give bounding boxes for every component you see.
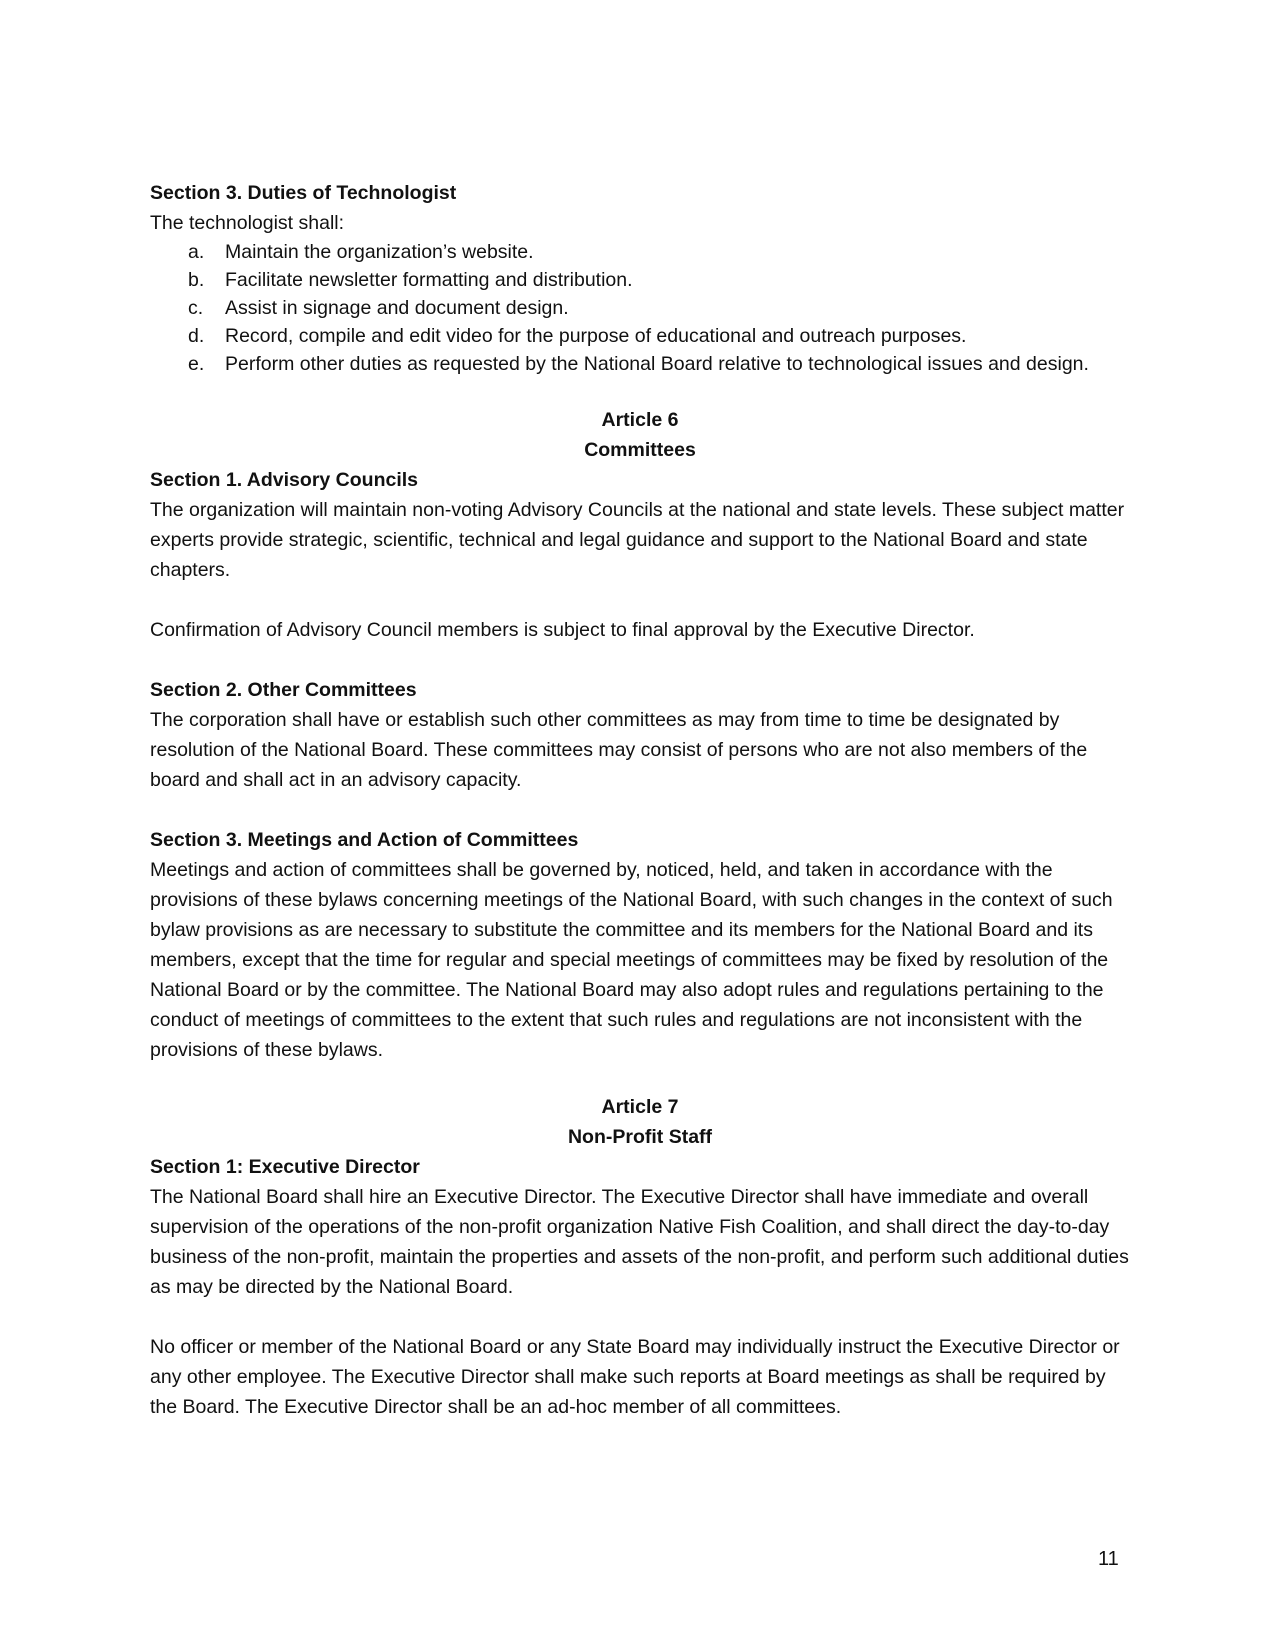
list-marker: a. bbox=[188, 241, 205, 263]
paragraph: The organization will maintain non-voting Advisory Councils at the national and state levels. These subject matter experts provide strategic, scientific, technical and legal guidance and support to the National Board and state chapters. bbox=[150, 499, 1125, 581]
section-heading: Section 1. Advisory Councils bbox=[150, 469, 419, 491]
paragraph: No officer or member of the National Board or any State Board may individually instruct the Executive Director or any other employee. The Executive Director shall make such reports at Board meetings as shall be required by the Board. The Executive Director shall be an ad-hoc member of all committees. bbox=[150, 1336, 1120, 1418]
technologist-duties-list bbox=[150, 238, 1130, 378]
article-number: Article 7 bbox=[601, 1096, 679, 1118]
paragraph-spacer bbox=[150, 1302, 1130, 1332]
paragraph: Meetings and action of committees shall be governed by, noticed, held, and taken in accordance with the provisions of these bylaws concerning meetings of the National Board, with such changes in the context of such bylaw provisions as are necessary to substitute the committee and its members for the National Board and its members, except that the time for regular and special meetings of committees may be fixed by resolution of the National Board or by the committee. The National Board may also adopt rules and regulations pertaining to the conduct of meetings of committees to the extent that such rules and regulations are not inconsistent with the provisions of these bylaws. bbox=[150, 859, 1113, 1061]
article-title: Non-Profit Staff bbox=[567, 1126, 713, 1148]
list-item-text: Facilitate newsletter formatting and distribution. bbox=[225, 269, 633, 291]
list-item bbox=[150, 294, 1130, 322]
section-heading: Section 2. Other Committees bbox=[150, 679, 417, 701]
page-number: 11 bbox=[1098, 1548, 1119, 1570]
list-marker: e. bbox=[188, 353, 205, 375]
list-item-text: Assist in signage and document design. bbox=[225, 297, 569, 319]
list-item-text: Maintain the organization’s website. bbox=[225, 241, 534, 263]
list-item-text: Perform other duties as requested by the National Board relative to technological issues and design. bbox=[225, 353, 1089, 375]
list-item bbox=[150, 350, 1130, 378]
paragraph: Confirmation of Advisory Council members is subject to final approval by the Executive Director. bbox=[150, 619, 975, 641]
list-item-text: Record, compile and edit video for the purpose of educational and outreach purposes. bbox=[225, 325, 967, 347]
list-marker: c. bbox=[188, 297, 204, 319]
section-heading: Section 3. Meetings and Action of Committees bbox=[150, 829, 579, 851]
paragraph-spacer bbox=[150, 585, 1130, 615]
paragraph-spacer bbox=[150, 795, 1130, 825]
article-title: Committees bbox=[584, 439, 696, 461]
section-heading: Section 1: Executive Director bbox=[150, 1156, 420, 1178]
paragraph: The corporation shall have or establish such other committees as may from time to time be designated by resolution of the National Board. These committees may consist of persons who are not also members of the board and shall act in an advisory capacity. bbox=[150, 709, 1088, 791]
section-heading: Section 3. Duties of Technologist bbox=[150, 182, 457, 204]
paragraph: The National Board shall hire an Executive Director. The Executive Director shall have immediate and overall supervision of the operations of the non-profit organization Native Fish Coalition, and shall direct the day-to-day business of the non-profit, maintain the properties and assets of the non-profit, and perform such additional duties as may be directed by the National Board. bbox=[150, 1186, 1129, 1298]
section-intro: The technologist shall: bbox=[150, 212, 345, 234]
list-item bbox=[150, 266, 1130, 294]
article-number: Article 6 bbox=[601, 409, 679, 431]
list-marker: b. bbox=[188, 269, 205, 291]
list-item bbox=[150, 322, 1130, 350]
list-marker: d. bbox=[188, 325, 205, 347]
document-page bbox=[150, 178, 1130, 1422]
paragraph-spacer bbox=[150, 645, 1130, 675]
list-item bbox=[150, 238, 1130, 266]
